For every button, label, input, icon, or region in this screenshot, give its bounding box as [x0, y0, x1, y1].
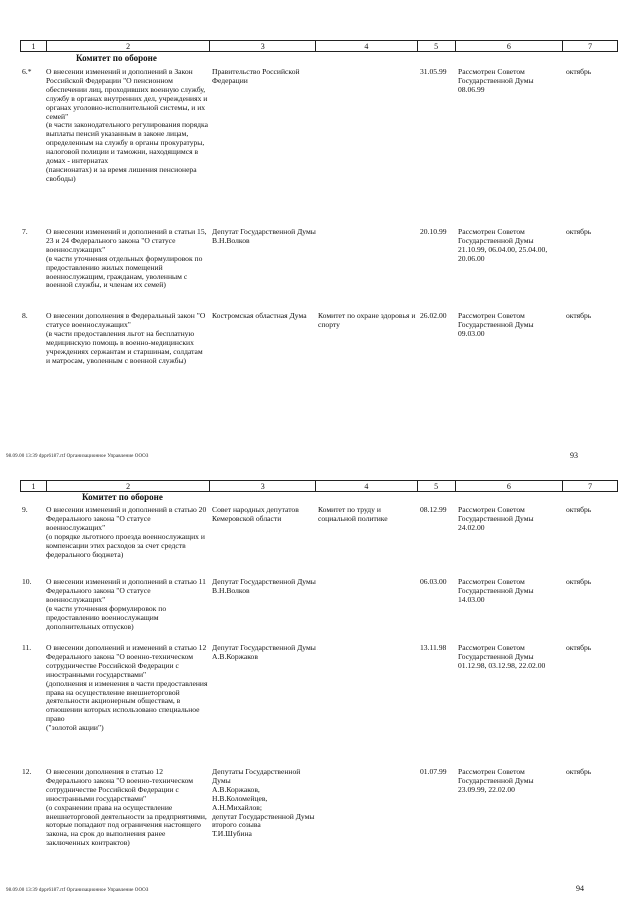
col-number: 3	[210, 41, 316, 51]
planned-month: октябрь	[566, 577, 592, 586]
planned-month: октябрь	[566, 767, 592, 776]
col-number: 1	[21, 481, 47, 491]
submission-date: 06.03.00	[420, 577, 447, 586]
council-status: Рассмотрен Советом Государственной Думы 08.06.99	[458, 67, 534, 94]
col-number: 3	[210, 481, 316, 491]
page-footer: 98.09.00 13:39 dppr6187.rtf Организационное Управление ОООЗ	[6, 454, 149, 459]
page-number: 93	[570, 451, 578, 460]
col-number: 5	[418, 41, 456, 51]
bill-title: О внесении изменений и дополнений в статью 20 Федерального закона "О статусе военнослужащих" (о порядке льготного проезда военнослужащих и компенсации этих расходов за счет средств федерального бюджета)	[46, 505, 207, 559]
col-number: 1	[21, 41, 47, 51]
col-number: 7	[588, 482, 593, 491]
bill-author: Совет народных депутатов Кемеровской области	[212, 505, 299, 523]
page-footer: 98.09.00 13:39 dppr6187.rtf Организационное Управление ОООЗ	[6, 888, 149, 893]
bill-author: Депутаты Государственной Думы А.В.Коржаков, Н.В.Коломейцев, А.Н.Михайлов; депутат Государственной Думы второго созыва Т.И.Шубина	[212, 767, 315, 839]
col-number: 2	[47, 481, 210, 491]
row-number: 8.	[22, 311, 28, 320]
submission-date: 13.11.98	[420, 643, 447, 652]
row-number: 12.	[22, 767, 32, 776]
document-page-2	[0, 470, 640, 900]
bill-title: О внесении изменений и дополнений в статьи 15, 23 и 24 Федерального закона "О статусе военнослужащих" (в части уточнения отдельных формулировок по предоставлению жилых помещений военнослужащим, гражданам, уволенным с военной службы, и членам их семей)	[46, 227, 207, 290]
section-title: Комитет по обороне	[76, 53, 157, 63]
bill-title: О внесении дополнения в статью 12 Федерального закона "О военно-техническом сотрудничестве Российской Федерации с иностранными государствами" (о сохранении права на осуществление внешнеторговой деятельности за предприятиями, которые попадают под ограничения настоящего закона, на срок до выполнения ранее заключенных контрактов)	[46, 767, 207, 848]
submission-date: 20.10.99	[420, 227, 447, 236]
col-number: 5	[418, 481, 456, 491]
col-number: 4	[316, 481, 418, 491]
submission-date: 31.05.99	[420, 67, 447, 76]
bill-author: Депутат Государственной Думы А.В.Коржаков	[212, 643, 316, 661]
submission-date: 26.02.00	[420, 311, 447, 320]
bill-title: О внесении изменений и дополнений в статью 11 Федерального закона "О статусе военнослужащих" (в части уточнения формулировок по предоставлению военнослужащим дополнительных отпусков)	[46, 577, 206, 631]
planned-month: октябрь	[566, 505, 592, 514]
page-number: 94	[576, 884, 584, 893]
bill-title: О внесении изменений и дополнений в Закон Российской Федерации "О пенсионном обеспечении лиц, проходивших военную службу, службу в органах внутренних дел, учреждениях и органах уголовно-исполнительной системы, и их семей" (в части законодательного регулирования порядка выплаты пенсий указанным в законе лицам, определенным на службу в органы прокуратуры, налоговой полиции и таможни, находящимся в домах - интернатах (пансионатах) и за время лишения пенсионера свободы)	[46, 67, 208, 183]
col-number: 6	[456, 41, 564, 51]
planned-month: октябрь	[566, 227, 592, 236]
row-number: 11.	[22, 643, 32, 652]
column-number-header	[20, 480, 618, 492]
planned-month: октябрь	[566, 643, 592, 652]
row-number: 7.	[22, 227, 28, 236]
col-number: 7	[588, 42, 593, 51]
council-status: Рассмотрен Советом Государственной Думы 09.03.00	[458, 311, 534, 338]
planned-month: октябрь	[566, 67, 592, 76]
council-status: Рассмотрен Советом Государственной Думы 23.09.99, 22.02.00	[458, 767, 534, 794]
co-committee: Комитет по охране здоровья и спорту	[318, 311, 416, 329]
bill-author: Депутат Государственной Думы В.Н.Волков	[212, 227, 316, 245]
planned-month: октябрь	[566, 311, 592, 320]
bill-author: Депутат Государственной Думы В.Н.Волков	[212, 577, 316, 595]
council-status: Рассмотрен Советом Государственной Думы 01.12.98, 03.12.98, 22.02.00	[458, 643, 546, 670]
column-number-header	[20, 40, 618, 52]
col-number: 4	[316, 41, 418, 51]
submission-date: 08.12.99	[420, 505, 447, 514]
section-title: Комитет по обороне	[82, 492, 163, 502]
col-number: 6	[456, 481, 564, 491]
bill-author: Правительство Российской Федерации	[212, 67, 300, 85]
submission-date: 01.07.99	[420, 767, 447, 776]
council-status: Рассмотрен Советом Государственной Думы 24.02.00	[458, 505, 534, 532]
bill-author: Костромская областная Дума	[212, 311, 307, 320]
co-committee: Комитет по труду и социальной политике	[318, 505, 388, 523]
row-number: 9.	[22, 505, 28, 514]
col-number: 2	[47, 41, 210, 51]
row-number: 6.*	[22, 67, 32, 76]
council-status: Рассмотрен Советом Государственной Думы 21.10.99, 06.04.00, 25.04.00, 20.06.00	[458, 227, 548, 263]
bill-title: О внесении дополнений и изменений в статью 12 Федерального закона "О военно-техническом сотрудничестве Российской Федерации с иностранными государствами" (дополнения и изменения в части предоставления права на осуществление внешнеторговой деятельности акционерным обществам, в отношении которых использовано специальное право ("золотой акции")	[46, 643, 208, 733]
bill-title: О внесении дополнения в Федеральный закон "О статусе военнослужащих" (в части предоставления льгот на бесплатную медицинскую помощь в военно-медицинских учреждениях сержантам и старшинам, солдатам и матросам, уволенным с военной службы)	[46, 311, 206, 365]
council-status: Рассмотрен Советом Государственной Думы 14.03.00	[458, 577, 534, 604]
row-number: 10.	[22, 577, 32, 586]
